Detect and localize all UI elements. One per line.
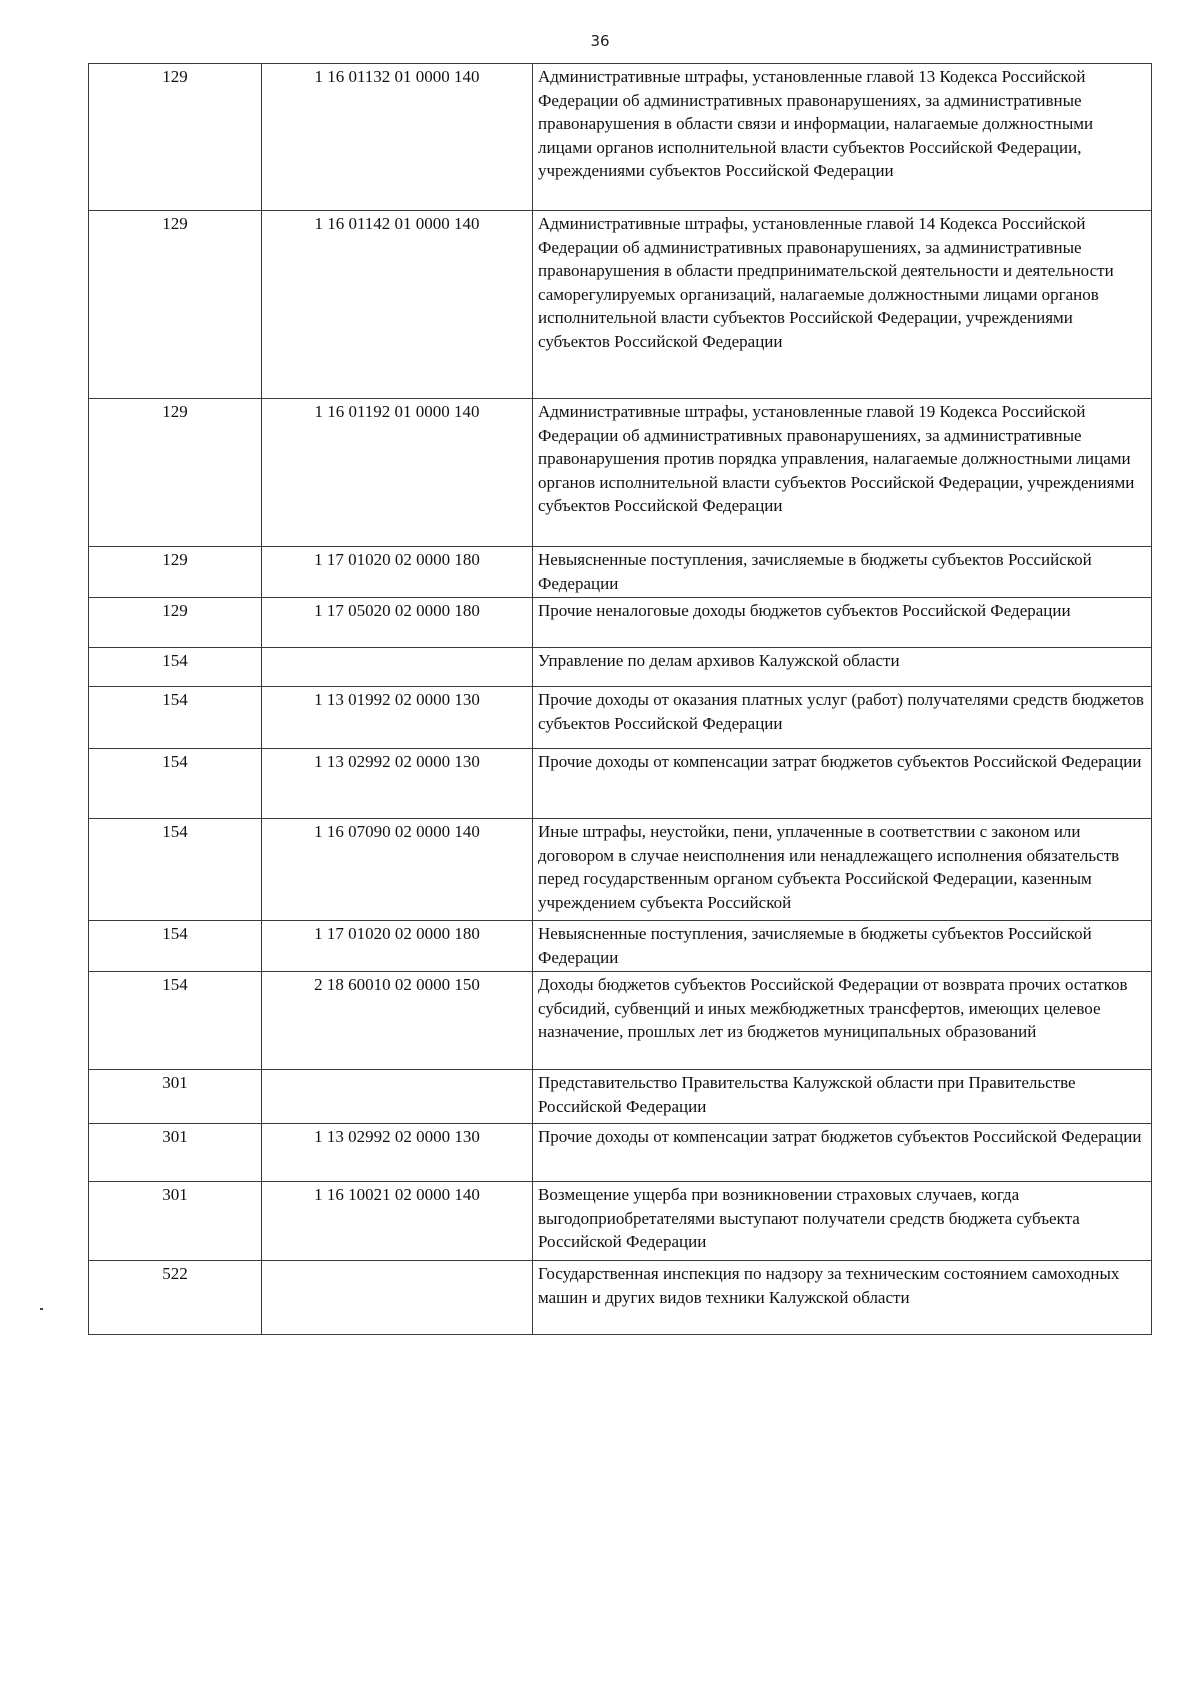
table-row (89, 1182, 1152, 1261)
administrator-code-cell: 154 (89, 819, 262, 921)
administrator-code-cell: 301 (89, 1124, 262, 1182)
revenue-name-cell: Иные штрафы, неустойки, пени, уплаченные в соответствии с законом или договором в случае неисполнения или ненадлежащего исполнения обязательств перед государственным органом субъекта Российской Федерации, казенным учреждением субъекта Российской (533, 819, 1152, 921)
table-row (89, 547, 1152, 598)
administrator-code-cell: 154 (89, 972, 262, 1070)
revenue-name-cell: Доходы бюджетов субъектов Российской Федерации от возврата прочих остатков субсидий, субвенций и иных межбюджетных трансфертов, имеющих целевое назначение, прошлых лет из бюджетов муниципальных образований (533, 972, 1152, 1070)
budget-classification-code-cell: 1 16 07090 02 0000 140 (262, 819, 533, 921)
revenue-name-cell: Административные штрафы, установленные главой 14 Кодекса Российской Федерации об административных правонарушениях, за административные правонарушения в области предпринимательской деятельности и деятельности саморегулируемых организаций, налагаемые должностными лицами органов исполнительной власти субъектов Российской Федерации, учреждениями субъектов Российской Федерации (533, 211, 1152, 399)
budget-classification-code-cell: 1 17 01020 02 0000 180 (262, 547, 533, 598)
administrator-code-cell: 154 (89, 687, 262, 749)
revenue-codes-table (88, 63, 1152, 1335)
table-row (89, 648, 1152, 687)
table-row (89, 598, 1152, 648)
administrator-code-cell: 154 (89, 648, 262, 687)
budget-classification-code-cell: 1 17 05020 02 0000 180 (262, 598, 533, 648)
budget-classification-code-cell: 1 17 01020 02 0000 180 (262, 921, 533, 972)
budget-classification-code-cell (262, 648, 533, 687)
table-row (89, 399, 1152, 547)
revenue-name-cell: Невыясненные поступления, зачисляемые в бюджеты субъектов Российской Федерации (533, 547, 1152, 598)
table-row (89, 972, 1152, 1070)
table-row (89, 64, 1152, 211)
administrator-code-cell: 154 (89, 921, 262, 972)
administrator-code-cell: 129 (89, 399, 262, 547)
table-row (89, 211, 1152, 399)
budget-classification-code-cell: 1 13 02992 02 0000 130 (262, 1124, 533, 1182)
table-row (89, 1124, 1152, 1182)
budget-classification-code-cell (262, 1070, 533, 1124)
budget-classification-code-cell: 1 16 01142 01 0000 140 (262, 211, 533, 399)
table-row (89, 1261, 1152, 1335)
revenue-name-cell: Представительство Правительства Калужской области при Правительстве Российской Федерации (533, 1070, 1152, 1124)
administrator-code-cell: 129 (89, 64, 262, 211)
administrator-code-cell: 301 (89, 1070, 262, 1124)
revenue-name-cell: Прочие доходы от компенсации затрат бюджетов субъектов Российской Федерации (533, 1124, 1152, 1182)
table-row (89, 819, 1152, 921)
revenue-name-cell: Прочие доходы от оказания платных услуг (работ) получателями средств бюджетов субъектов Российской Федерации (533, 687, 1152, 749)
revenue-name-cell: Административные штрафы, установленные главой 19 Кодекса Российской Федерации об административных правонарушениях, за административные правонарушения против порядка управления, налагаемые должностными лицами органов исполнительной власти субъектов Российской Федерации, учреждениями субъектов Российской Федерации (533, 399, 1152, 547)
revenue-name-cell: Возмещение ущерба при возникновении страховых случаев, когда выгодоприобретателями выступают получатели средств бюджета субъекта Российской Федерации (533, 1182, 1152, 1261)
administrator-code-cell: 301 (89, 1182, 262, 1261)
administrator-code-cell: 129 (89, 598, 262, 648)
administrator-code-cell: 154 (89, 749, 262, 819)
scan-speck (40, 1308, 43, 1310)
administrator-code-cell: 129 (89, 547, 262, 598)
table-row (89, 921, 1152, 972)
page-number: 36 (590, 32, 610, 50)
administrator-code-cell: 129 (89, 211, 262, 399)
table-row (89, 749, 1152, 819)
administrator-code-cell: 522 (89, 1261, 262, 1335)
table-row (89, 687, 1152, 749)
budget-classification-code-cell: 1 16 10021 02 0000 140 (262, 1182, 533, 1261)
revenue-name-cell: Государственная инспекция по надзору за техническим состоянием самоходных машин и других видов техники Калужской области (533, 1261, 1152, 1335)
budget-classification-code-cell: 2 18 60010 02 0000 150 (262, 972, 533, 1070)
revenue-name-cell: Невыясненные поступления, зачисляемые в бюджеты субъектов Российской Федерации (533, 921, 1152, 972)
revenue-name-cell: Прочие доходы от компенсации затрат бюджетов субъектов Российской Федерации (533, 749, 1152, 819)
revenue-name-cell: Прочие неналоговые доходы бюджетов субъектов Российской Федерации (533, 598, 1152, 648)
revenue-name-cell: Управление по делам архивов Калужской области (533, 648, 1152, 687)
budget-classification-code-cell: 1 16 01132 01 0000 140 (262, 64, 533, 211)
table-row (89, 1070, 1152, 1124)
budget-classification-code-cell: 1 13 02992 02 0000 130 (262, 749, 533, 819)
budget-classification-code-cell (262, 1261, 533, 1335)
budget-classification-code-cell: 1 13 01992 02 0000 130 (262, 687, 533, 749)
budget-classification-code-cell: 1 16 01192 01 0000 140 (262, 399, 533, 547)
revenue-name-cell: Административные штрафы, установленные главой 13 Кодекса Российской Федерации об административных правонарушениях, за административные правонарушения в области связи и информации, налагаемые должностными лицами органов исполнительной власти субъектов Российской Федерации, учреждениями субъектов Российской Федерации (533, 64, 1152, 211)
